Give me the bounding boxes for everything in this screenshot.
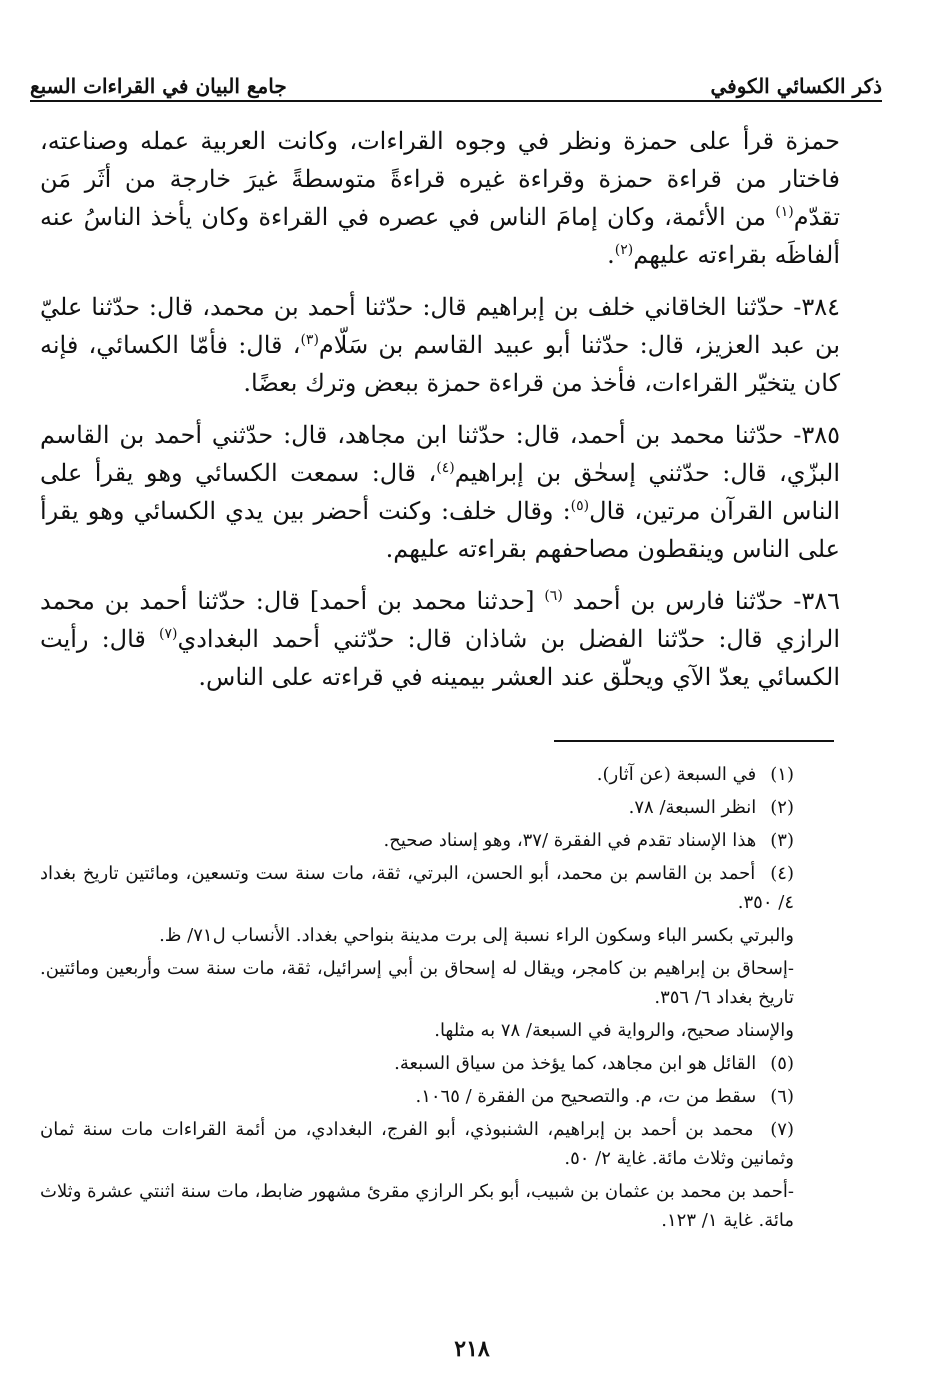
footnote-3: [40, 826, 794, 855]
header-book-title: جامع البيان في القراءات السبع: [30, 74, 287, 98]
text-run: قال: رأيت الكسائي يعدّ الآي ويحلّق عند العشر بيمينه في قراءته على الناس.: [40, 625, 840, 691]
main-text: [40, 122, 840, 710]
text-run: من الأئمة، وكان إمامَ الناس في عصره في القراءة وكان يأخذ الناسُ عنه ألفاظَه بقراءته عليهم: [40, 203, 840, 269]
footnote-text: انظر السبعة/ ٧٨.: [628, 797, 757, 818]
footnote-ref-7[interactable]: (٧): [158, 626, 178, 642]
footnote-number: (٧): [770, 1119, 794, 1140]
footnote-ref-1[interactable]: (١): [775, 204, 794, 220]
text-run: ٣٨٥- حدّثنا محمد بن أحمد، قال: حدّثنا ابن مجاهد، قال: حدّثني أحمد بن القاسم البزّي، قال: حدّثني إسحٰق بن إبراهيم: [40, 421, 840, 487]
paragraph-intro: [40, 122, 840, 274]
footnote-ref-4[interactable]: (٤): [436, 460, 455, 476]
footnote-text: في السبعة (عن آثار).: [596, 764, 757, 785]
paragraph-385: [40, 416, 840, 568]
footnote-text: سقط من ت، م. والتصحيح من الفقرة / ١٠٦٥.: [415, 1086, 757, 1107]
text-run: ٣٨٤- حدّثنا الخاقاني خلف بن إبراهيم قال: حدّثنا أحمد بن محمد، قال: حدّثنا عليّ بن عبد العزيز، قال: حدّثنا أبو عبيد القاسم بن سَلّام: [40, 293, 840, 359]
text-run: حمزة قرأ على حمزة ونظر في وجوه القراءات، وكانت العربية عمله وصناعته، فاختار من قراءة حمزة وقراءة غيره قراءةً متوسطةً غيرَ خارجة من أثَر مَن تقدّم: [40, 127, 840, 231]
paragraph-386: [40, 582, 840, 696]
text-run: : وقال خلف: وكنت أحضر بين يدي الكسائي وهو يقرأ على الناس وينقطون مصاحفهم بقراءته عليهم.: [40, 497, 840, 563]
footnote-4-continuation-3: والإسناد صحيح، والرواية في السبعة/ ٧٨ به مثلها.: [434, 1020, 794, 1041]
footnote-number: (٦): [770, 1086, 794, 1107]
footnote-5: [40, 1049, 794, 1078]
footnote-7: [40, 1115, 794, 1173]
footnotes: [40, 760, 794, 1239]
footnote-ref-3[interactable]: (٣): [300, 332, 319, 348]
footnote-7-continuation-1: -أحمد بن محمد بن عثمان بن شبيب، أبو بكر الرازي مقرئ مشهور ضابط، مات سنة اثنتي عشرة وثلاث مائة. غاية ١/ ١٢٣.: [40, 1181, 794, 1231]
footnote-ref-5[interactable]: (٥): [570, 498, 590, 514]
footnote-text: أحمد بن القاسم بن محمد، أبو الحسن، البرتي، ثقة، مات سنة ست وتسعين، ومائتين تاريخ بغداد ٤/ ٣٥٠.: [40, 863, 794, 913]
text-run: [حدثنا محمد بن أحمد] قال: حدّثنا أحمد بن محمد الرازي قال: حدّثنا الفضل بن شاذان قال: حدّثني أحمد البغدادي: [40, 587, 840, 653]
running-header: [30, 58, 882, 102]
footnote-number: (٢): [770, 797, 794, 818]
footnote-6: [40, 1082, 794, 1111]
text-run: ٣٨٦- حدّثنا فارس بن أحمد: [562, 587, 840, 615]
footnote-4-continuation-1: والبرتي بكسر الباء وسكون الراء نسبة إلى برت مدينة بنواحي بغداد. الأنساب ل٧١/ ظ.: [159, 925, 794, 946]
footnote-ref-2[interactable]: (٢): [614, 242, 634, 258]
text-run: ، قال: سمعت الكسائي وهو يقرأ على الناس القرآن مرتين، قال: [40, 459, 840, 525]
header-chapter-title: ذكر الكسائي الكوفي: [710, 74, 882, 98]
text-run: ، قال: فأمّا الكسائي، فإنه كان يتخيّر القراءات، فأخذ من قراءة حمزة ببعض وترك بعضًا.: [40, 331, 840, 397]
footnote-1: [40, 760, 794, 789]
footnote-number: (٣): [770, 830, 794, 851]
footnote-4-continuation-2: -إسحاق بن إبراهيم بن كامجر، ويقال له إسحاق بن أبي إسرائيل، ثقة، مات سنة ست وأربعين ومائتين. تاريخ بغداد ٦/ ٣٥٦.: [40, 958, 794, 1008]
paragraph-384: [40, 288, 840, 402]
footnote-text: القائل هو ابن مجاهد، كما يؤخذ من سياق السبعة.: [394, 1053, 757, 1074]
footnote-number: (٥): [770, 1053, 794, 1074]
footnote-number: (٤): [770, 863, 794, 884]
footnote-number: (١): [770, 764, 794, 785]
text-run: .: [607, 241, 615, 269]
footnote-separator: [554, 740, 834, 742]
footnote-text: محمد بن أحمد بن إبراهيم، الشنبوذي، أبو الفرج، البغدادي، من أئمة القراءات مات سنة ثمان وثمانين وثلاث مائة. غاية ٢/ ٥٠.: [40, 1119, 794, 1169]
footnote-4: [40, 859, 794, 917]
page-number: ٢١٨: [454, 1336, 490, 1362]
footnote-text: هذا الإسناد تقدم في الفقرة /٣٧، وهو إسناد صحيح.: [383, 830, 757, 851]
header-rule: [30, 100, 882, 102]
footnote-ref-6[interactable]: (٦): [544, 588, 563, 604]
footnote-2: [40, 793, 794, 822]
